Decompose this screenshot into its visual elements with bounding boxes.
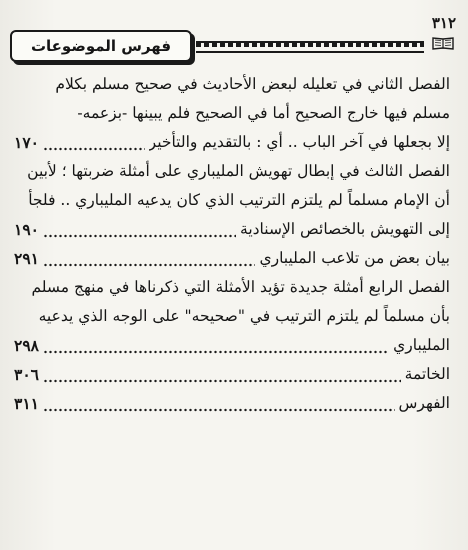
page-number: ٣١٢ <box>431 14 456 32</box>
toc-line <box>14 273 450 302</box>
toc-entry-title: المليباري <box>393 336 450 354</box>
toc-entry[interactable] <box>14 244 450 273</box>
toc-line-text: أن الإمام مسلماً لم يلتزم الترتيب الذي كان يدعيه المليباري .. فلجأ <box>28 191 450 209</box>
toc-page-number: ٢٩٨ <box>14 336 39 355</box>
toc-entry[interactable] <box>14 360 450 389</box>
toc-entry-title: الخاتمة <box>404 365 450 383</box>
toc-page-number: ١٧٠ <box>14 133 39 152</box>
toc-entry[interactable] <box>14 389 450 418</box>
toc-line-text: الفصل الثاني في تعليله لبعض الأحاديث في صحيح مسلم بكلام <box>55 75 450 93</box>
toc-line <box>14 70 450 99</box>
section-title-text: فهرس الموضوعات <box>30 37 172 55</box>
toc-line-text: بأن مسلماً لم يلتزم الترتيب في "صحيحه" على الوجه الذي يدعيه <box>38 307 450 325</box>
toc-entry-title: إلا بجعلها في آخر الباب .. أي : بالتقديم والتأخير <box>148 133 450 151</box>
toc-page-number: ١٩٠ <box>14 220 39 239</box>
toc-entry[interactable] <box>14 215 450 244</box>
dot-leader <box>43 344 389 360</box>
toc-line <box>14 186 450 215</box>
toc-line-text: الفصل الثالث في إبطال تهويش المليباري على أمثلة ضربتها ؛ لأبين <box>27 162 450 180</box>
table-of-contents <box>14 70 450 418</box>
section-title <box>10 30 192 62</box>
toc-line-text: الفصل الرابع أمثلة جديدة تؤيد الأمثلة التي ذكرناها في منهج مسلم <box>31 278 450 296</box>
header-ornament <box>196 41 424 53</box>
dot-leader <box>43 141 145 157</box>
toc-page-number: ٣١١ <box>14 394 39 413</box>
toc-entry[interactable] <box>14 331 450 360</box>
toc-page-number: ٢٩١ <box>14 249 39 268</box>
toc-entry[interactable] <box>14 128 450 157</box>
dot-leader <box>43 228 236 244</box>
toc-line <box>14 302 450 331</box>
toc-entry-title: إلى التهويش بالخصائص الإسنادية <box>240 220 450 238</box>
toc-line <box>14 99 450 128</box>
page-header <box>6 14 458 54</box>
toc-entry-title: بيان بعض من تلاعب المليباري <box>259 249 450 267</box>
toc-page-number: ٣٠٦ <box>14 365 39 384</box>
dot-leader <box>43 257 255 273</box>
open-book-icon <box>432 36 454 50</box>
dot-leader <box>43 402 395 418</box>
toc-line-text: مسلم فيها خارج الصحيح أما في الصحيح فلم يبينها -بزعمه- <box>77 104 450 122</box>
dot-leader <box>43 373 401 389</box>
toc-line <box>14 157 450 186</box>
toc-entry-title: الفهرس <box>398 394 450 412</box>
